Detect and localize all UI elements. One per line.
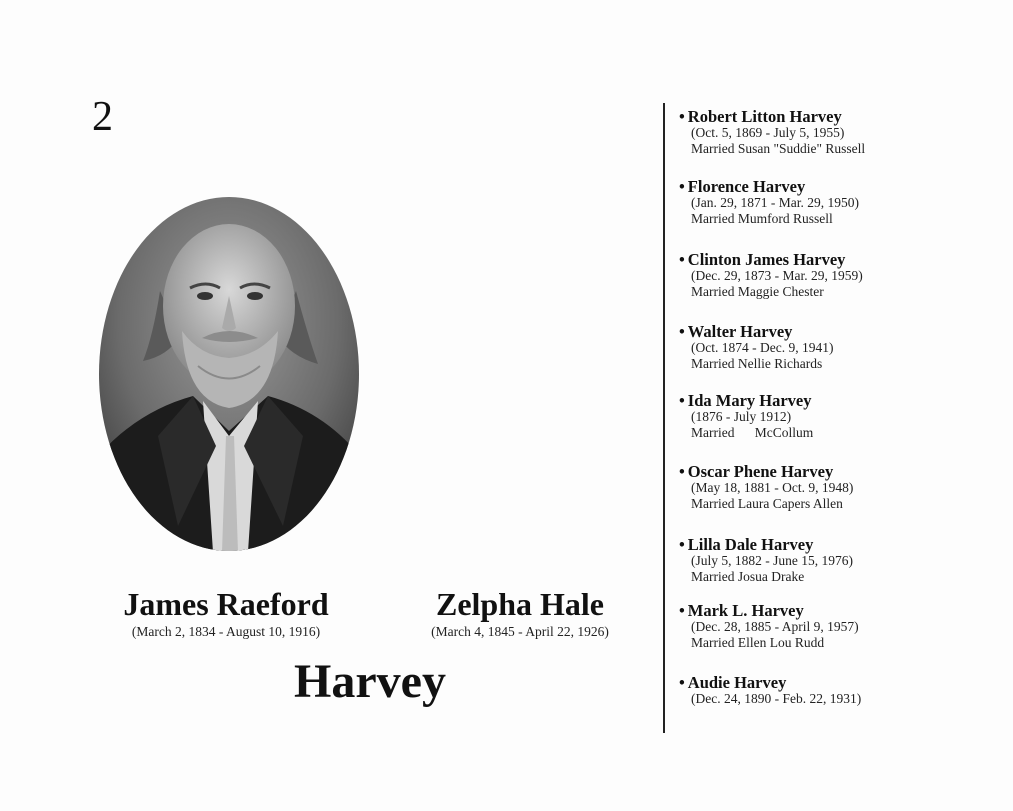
list-item: [679, 251, 863, 300]
bullet-icon: •: [679, 250, 685, 269]
list-item: [679, 108, 865, 157]
child-name: Walter Harvey: [687, 322, 793, 341]
mother-dates: (March 4, 1845 - April 22, 1926): [431, 624, 609, 639]
bullet-icon: •: [679, 322, 685, 341]
father-name: James Raeford: [123, 586, 329, 622]
child-dates: (Oct. 1874 - Dec. 9, 1941): [691, 340, 834, 355]
child-name: Florence Harvey: [687, 177, 806, 196]
child-dates: (May 18, 1881 - Oct. 9, 1948): [691, 480, 854, 495]
child-dates: (July 5, 1882 - June 15, 1976): [691, 553, 853, 568]
child-dates: (Jan. 29, 1871 - Mar. 29, 1950): [691, 195, 859, 210]
mother-block: [400, 588, 640, 640]
child-dates: (1876 - July 1912): [691, 409, 792, 424]
list-item: [679, 536, 853, 585]
mother-name: Zelpha Hale: [435, 586, 604, 622]
child-name: Lilla Dale Harvey: [687, 535, 814, 554]
child-dates: (Dec. 28, 1885 - April 9, 1957): [691, 619, 859, 634]
father-dates: (March 2, 1834 - August 10, 1916): [131, 624, 321, 639]
bullet-icon: •: [679, 462, 685, 481]
child-spouse: Married Josua Drake: [691, 569, 805, 584]
bullet-icon: •: [679, 601, 685, 620]
child-spouse: Married Laura Capers Allen: [691, 496, 843, 511]
portrait-photo: [98, 196, 360, 552]
list-item: [679, 602, 859, 651]
child-name: Oscar Phene Harvey: [687, 462, 834, 481]
list-item: [679, 674, 861, 707]
bullet-icon: •: [679, 177, 685, 196]
bullet-icon: •: [679, 535, 685, 554]
page-number: 2: [92, 94, 113, 140]
child-spouse: Married McCollum: [691, 425, 814, 440]
child-name: Clinton James Harvey: [687, 250, 846, 269]
child-dates: (Dec. 24, 1890 - Feb. 22, 1931): [691, 691, 862, 706]
family-surname: Harvey: [294, 655, 446, 708]
list-item: [679, 323, 833, 372]
child-name: Audie Harvey: [687, 673, 787, 692]
child-dates: (Oct. 5, 1869 - July 5, 1955): [691, 125, 845, 140]
bullet-icon: •: [679, 391, 685, 410]
child-name: Robert Litton Harvey: [687, 107, 842, 126]
column-divider: [663, 103, 665, 733]
child-spouse: Married Susan "Suddie" Russell: [691, 141, 866, 156]
bullet-icon: •: [679, 673, 685, 692]
child-spouse: Married Maggie Chester: [691, 284, 824, 299]
bullet-icon: •: [679, 107, 685, 126]
child-spouse: Married Nellie Richards: [691, 356, 823, 371]
child-spouse: Married Mumford Russell: [691, 211, 833, 226]
list-item: [679, 463, 853, 512]
child-name: Mark L. Harvey: [687, 601, 804, 620]
child-name: Ida Mary Harvey: [687, 391, 812, 410]
child-dates: (Dec. 29, 1873 - Mar. 29, 1959): [691, 268, 863, 283]
list-item: [679, 178, 859, 227]
father-block: [100, 588, 352, 640]
list-item: [679, 392, 813, 441]
child-spouse: Married Ellen Lou Rudd: [691, 635, 825, 650]
